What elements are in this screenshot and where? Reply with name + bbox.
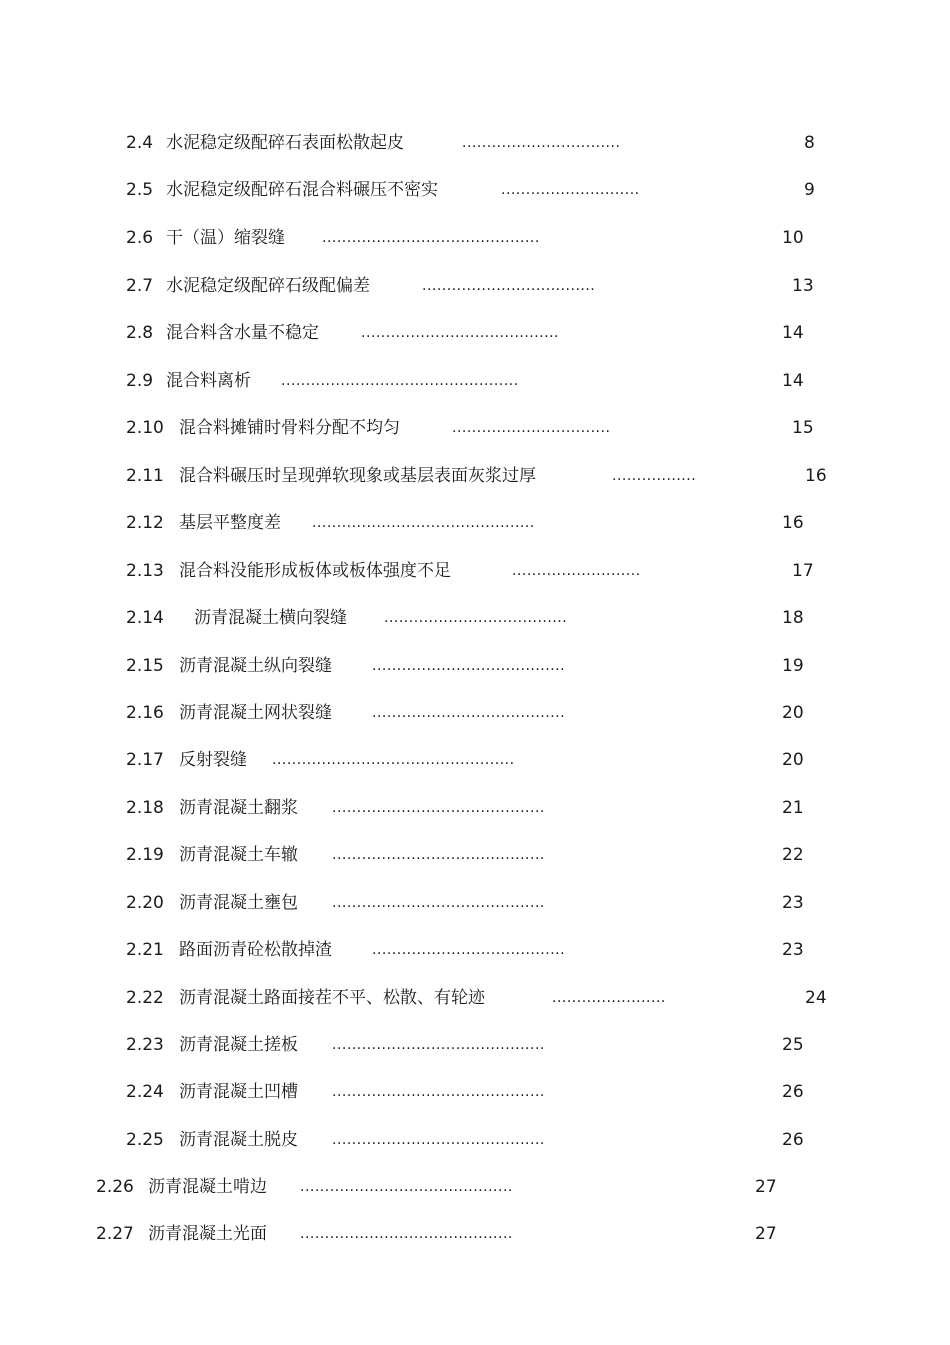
- toc-entry-leader: .....................................: [384, 610, 568, 626]
- toc-entry-number: 2.4: [126, 133, 154, 153]
- toc-entry: [0, 511, 950, 535]
- toc-entry-page: 8: [804, 133, 815, 153]
- toc-entry-page: 27: [755, 1224, 777, 1244]
- toc-entry-page: 15: [792, 418, 814, 438]
- toc-entry-leader: .................: [612, 468, 697, 484]
- toc-entry-number: 2.18: [126, 798, 164, 818]
- toc-entry-title: 基层平整度差: [179, 513, 281, 533]
- toc-entry-title: 沥青混凝土车辙: [179, 845, 298, 865]
- toc-entry-number: 2.10: [126, 418, 164, 438]
- toc-entry: [0, 938, 950, 962]
- toc-entry: [0, 843, 950, 867]
- toc-entry-leader: ...........................................: [332, 1132, 545, 1148]
- toc-entry-number: 2.9: [126, 371, 154, 391]
- toc-entry-page: 21: [782, 798, 804, 818]
- toc-entry-leader: .............................................: [312, 515, 535, 531]
- toc-entry-page: 26: [782, 1082, 804, 1102]
- toc-entry-leader: ............................: [501, 182, 640, 198]
- toc-entry-title: 水泥稳定级配碎石混合料碾压不密实: [166, 180, 438, 200]
- toc-entry: [0, 1128, 950, 1152]
- toc-entry-number: 2.7: [126, 276, 154, 296]
- toc-entry-title: 沥青混凝土搓板: [179, 1035, 298, 1055]
- toc-entry: [0, 369, 950, 393]
- toc-entry: [0, 131, 950, 155]
- toc-entry-page: 17: [792, 561, 814, 581]
- toc-entry-leader: ...........................................: [300, 1179, 513, 1195]
- toc-entry-page: 20: [782, 750, 804, 770]
- toc-entry-title: 沥青混凝土纵向裂缝: [179, 656, 332, 676]
- toc-entry-number: 2.11: [126, 466, 164, 486]
- toc-entry-number: 2.15: [126, 656, 164, 676]
- toc-entry-title: 混合料摊铺时骨料分配不均匀: [179, 418, 400, 438]
- toc-entry-page: 23: [782, 940, 804, 960]
- toc-entry-leader: ................................: [462, 135, 621, 151]
- toc-entry-number: 2.8: [126, 323, 154, 343]
- toc-entry-page: 20: [782, 703, 804, 723]
- toc-entry: [0, 274, 950, 298]
- toc-entry-title: 混合料含水量不稳定: [166, 323, 319, 343]
- toc-entry: [0, 986, 950, 1010]
- toc-entry: [0, 606, 950, 630]
- toc-entry-page: 19: [782, 656, 804, 676]
- toc-entry-title: 干（温）缩裂缝: [166, 228, 285, 248]
- toc-entry-number: 2.16: [126, 703, 164, 723]
- toc-entry-title: 沥青混凝土光面: [148, 1224, 267, 1244]
- toc-entry-page: 13: [792, 276, 814, 296]
- toc-entry-title: 沥青混凝土翻浆: [179, 798, 298, 818]
- toc-entry-leader: .......................: [552, 990, 666, 1006]
- toc-entry: [0, 178, 950, 202]
- toc-entry-page: 9: [804, 180, 815, 200]
- toc-entry-page: 16: [805, 466, 827, 486]
- toc-entry: [0, 1080, 950, 1104]
- toc-entry-leader: ........................................: [361, 325, 560, 341]
- toc-entry-number: 2.14: [126, 608, 164, 628]
- toc-entry-number: 2.17: [126, 750, 164, 770]
- toc-entry-page: 23: [782, 893, 804, 913]
- toc-entry-number: 2.26: [96, 1177, 134, 1197]
- toc-entry-number: 2.24: [126, 1082, 164, 1102]
- toc-entry-leader: ...........................................: [332, 1037, 545, 1053]
- toc-entry-title: 路面沥青砼松散掉渣: [179, 940, 332, 960]
- toc-entry: [0, 891, 950, 915]
- toc-entry-leader: ...........................................: [332, 800, 545, 816]
- toc-entry-leader: .......................................: [372, 705, 566, 721]
- toc-entry-leader: .................................................: [272, 752, 515, 768]
- toc-entry-title: 沥青混凝土脱皮: [179, 1130, 298, 1150]
- toc-entry-leader: .......................................: [372, 658, 566, 674]
- toc-entry-number: 2.25: [126, 1130, 164, 1150]
- toc-entry-page: 18: [782, 608, 804, 628]
- toc-entry-leader: ..........................: [512, 563, 641, 579]
- toc-entry-title: 沥青混凝土壅包: [179, 893, 298, 913]
- toc-entry-title: 水泥稳定级配碎石级配偏差: [166, 276, 370, 296]
- toc-entry-title: 沥青混凝土横向裂缝: [194, 608, 347, 628]
- toc-entry: [0, 321, 950, 345]
- toc-entry-leader: ................................................: [281, 373, 519, 389]
- toc-entry-leader: ...........................................: [332, 1084, 545, 1100]
- toc-entry: [0, 1033, 950, 1057]
- toc-entry-title: 混合料没能形成板体或板体强度不足: [179, 561, 451, 581]
- toc-entry-title: 水泥稳定级配碎石表面松散起皮: [166, 133, 404, 153]
- toc-entry-title: 沥青混凝土凹槽: [179, 1082, 298, 1102]
- toc-entry-number: 2.6: [126, 228, 154, 248]
- toc-entry: [0, 559, 950, 583]
- toc-entry-page: 16: [782, 513, 804, 533]
- toc-entry-title: 混合料碾压时呈现弹软现象或基层表面灰浆过厚: [179, 466, 536, 486]
- toc-entry-number: 2.19: [126, 845, 164, 865]
- toc-entry: [0, 1175, 950, 1199]
- toc-entry-number: 2.13: [126, 561, 164, 581]
- toc-entry-number: 2.22: [126, 988, 164, 1008]
- toc-entry-leader: ...........................................: [332, 895, 545, 911]
- toc-entry-number: 2.21: [126, 940, 164, 960]
- toc-entry-number: 2.20: [126, 893, 164, 913]
- toc-entry-leader: ................................: [452, 420, 611, 436]
- toc-entry: [0, 748, 950, 772]
- toc-entry-leader: .......................................: [372, 942, 566, 958]
- toc-entry: [0, 1222, 950, 1246]
- toc-entry-title: 沥青混凝土路面接茬不平、松散、有轮迹: [179, 988, 485, 1008]
- toc-entry-page: 14: [782, 323, 804, 343]
- toc-entry-number: 2.12: [126, 513, 164, 533]
- toc-entry-page: 14: [782, 371, 804, 391]
- toc-entry: [0, 226, 950, 250]
- toc-entry: [0, 701, 950, 725]
- toc-entry-page: 10: [782, 228, 804, 248]
- toc-entry: [0, 654, 950, 678]
- toc-entry-page: 24: [805, 988, 827, 1008]
- toc-entry-number: 2.27: [96, 1224, 134, 1244]
- toc-entry-page: 26: [782, 1130, 804, 1150]
- toc-entry-title: 沥青混凝土啃边: [148, 1177, 267, 1197]
- toc-entry-leader: ...........................................: [332, 847, 545, 863]
- toc-entry-title: 沥青混凝土网状裂缝: [179, 703, 332, 723]
- toc-entry-page: 27: [755, 1177, 777, 1197]
- toc-entry-page: 22: [782, 845, 804, 865]
- toc-entry-leader: ...........................................: [300, 1226, 513, 1242]
- toc-entry: [0, 416, 950, 440]
- toc-entry-leader: ............................................: [322, 230, 540, 246]
- toc-entry: [0, 796, 950, 820]
- toc-entry-title: 混合料离析: [166, 371, 251, 391]
- toc-entry-number: 2.23: [126, 1035, 164, 1055]
- toc-entry-leader: ...................................: [422, 278, 596, 294]
- toc-entry-page: 25: [782, 1035, 804, 1055]
- toc-entry-title: 反射裂缝: [179, 750, 247, 770]
- toc-entry-number: 2.5: [126, 180, 154, 200]
- toc-entry: [0, 464, 950, 488]
